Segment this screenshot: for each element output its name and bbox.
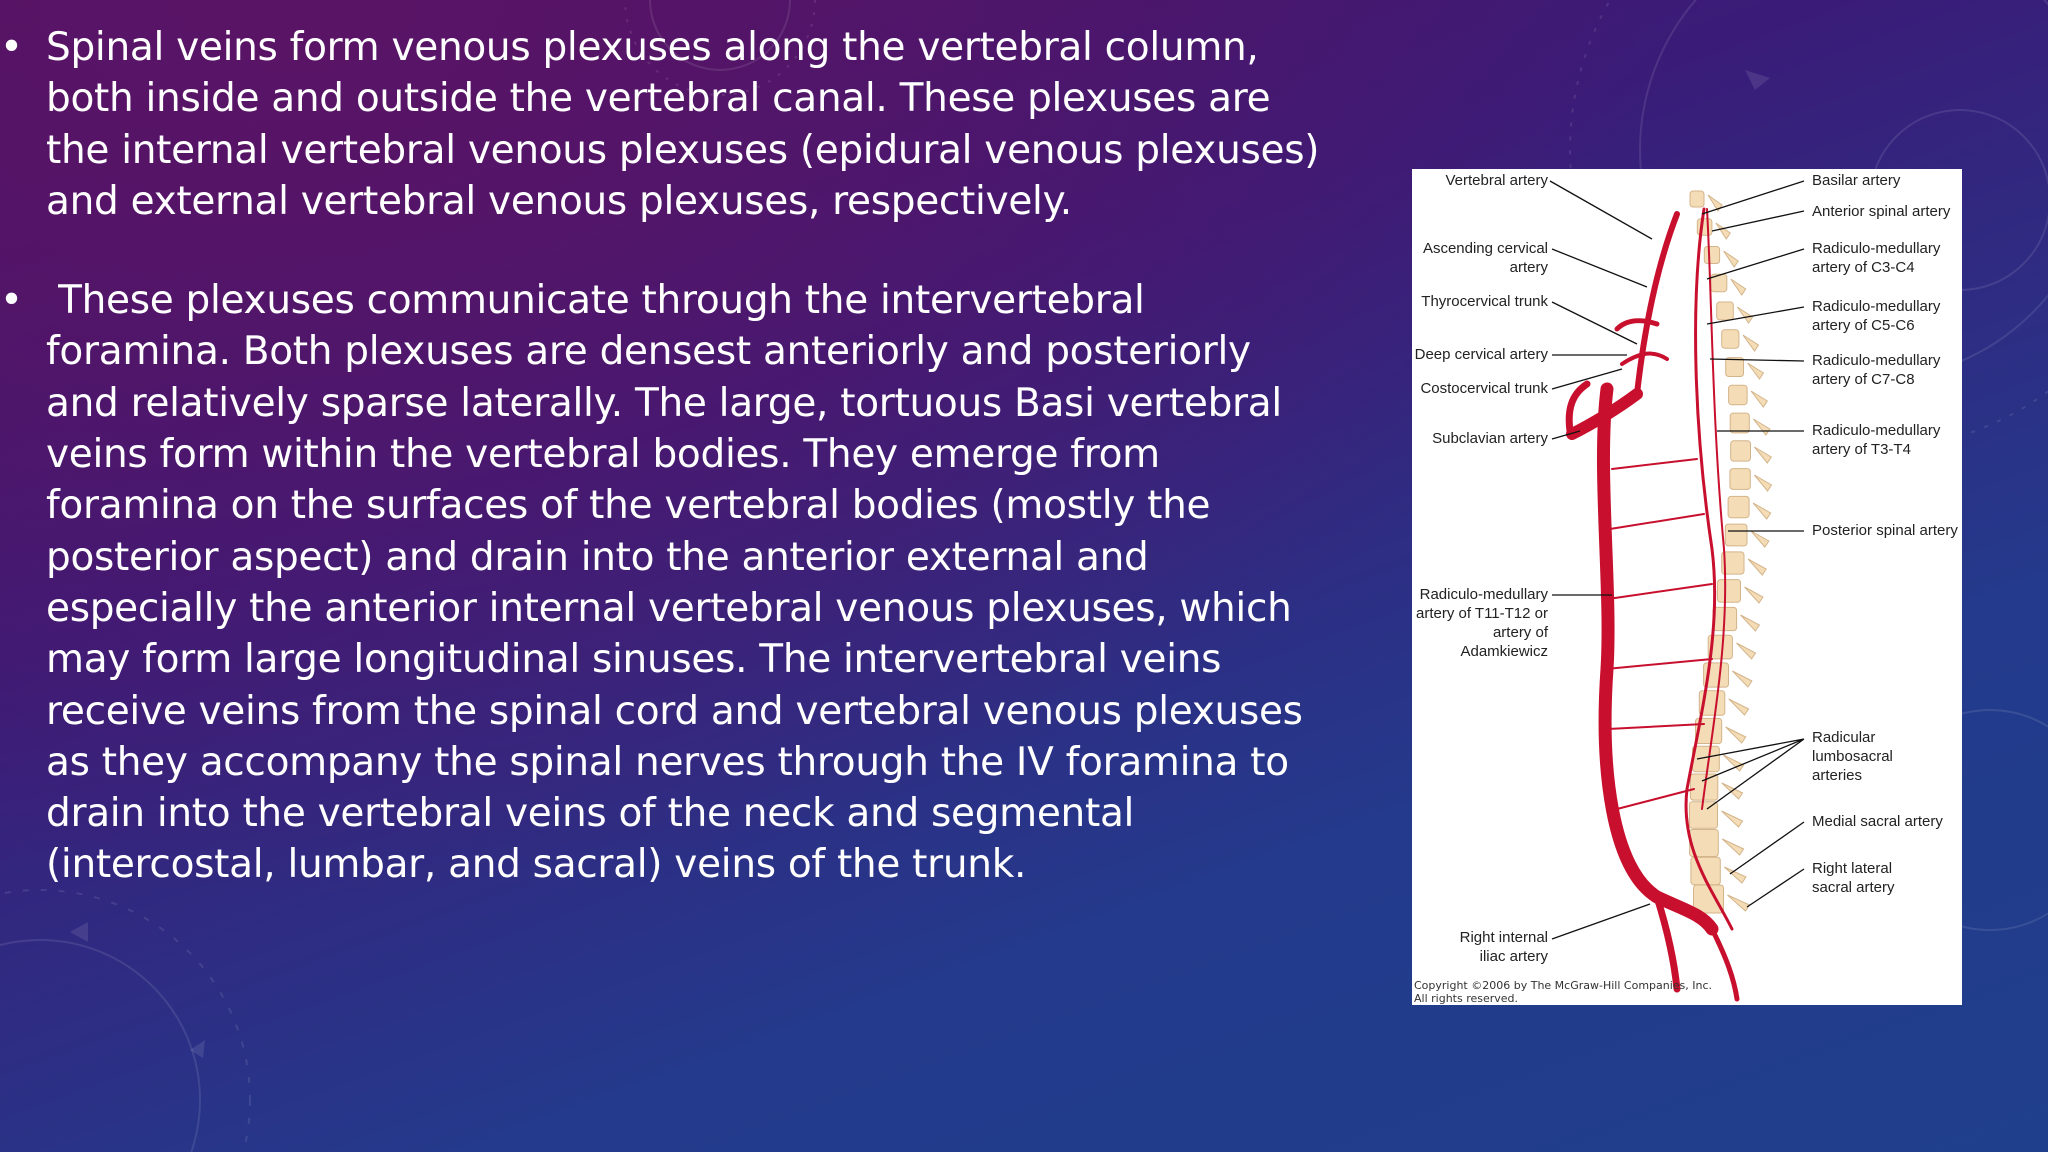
vertebra-body (1689, 802, 1717, 829)
bullet-item (0, 275, 1320, 891)
label-adamkiewicz: Radiculo-medullary (1419, 586, 1548, 603)
leader-lines (1550, 181, 1804, 939)
vertebra-spinous-process (1745, 587, 1763, 603)
bullet-item (0, 22, 1320, 227)
label-medial-sacral-artery: Medial sacral artery (1812, 813, 1943, 830)
vertebra-spinous-process (1727, 895, 1749, 911)
label-radicular: Radicular (1812, 729, 1876, 746)
label-adamkiewicz-3: artery of (1492, 624, 1548, 641)
vertebra-spinous-process (1753, 503, 1771, 519)
vertebra-body (1690, 191, 1704, 207)
vertebra-spinous-process (1731, 279, 1746, 295)
label-right-lateral-sacral: Right lateral (1812, 860, 1893, 877)
vertebra-spinous-process (1726, 727, 1746, 743)
vertebra-spinous-process (1743, 335, 1759, 351)
label-thyrocervical-trunk: Thyrocervical trunk (1421, 293, 1548, 310)
spinal-arteries-figure (1412, 169, 1962, 1005)
vertebra-body (1728, 496, 1749, 517)
vertebra-spinous-process (1741, 615, 1760, 631)
spinal-arteries-diagram (1412, 169, 1962, 1005)
label-rm-c7c8: Radiculo-medullary (1812, 352, 1941, 369)
copyright-line-1: Copyright ©2006 by The McGraw-Hill Companies, Inc. (1414, 979, 1713, 992)
label-rm-c5c6: Radiculo-medullary (1812, 298, 1941, 315)
label-adamkiewicz-4: Adamkiewicz (1460, 643, 1548, 660)
vertebra-spinous-process (1721, 811, 1742, 827)
label-right-lateral-sacral-2: sacral artery (1812, 879, 1895, 896)
vertebra-spinous-process (1732, 671, 1751, 687)
vertebra-body (1717, 302, 1734, 320)
vertebra-body (1726, 358, 1744, 377)
vertebra-spinous-process (1751, 391, 1767, 407)
label-rm-c3c4: Radiculo-medullary (1812, 240, 1941, 257)
vertebra-body (1704, 247, 1719, 264)
vertebra-body (1722, 330, 1739, 348)
vertebra-spinous-process (1737, 307, 1752, 323)
label-rm-c3c4-2: artery of C3-C4 (1812, 259, 1915, 276)
vertebra-spinous-process (1722, 839, 1743, 855)
vertebra-body (1725, 524, 1747, 546)
bullet-marker: • (0, 278, 23, 324)
bullet-text: These plexuses communicate through the intervertebral foramina. Both plexuses are densest anteriorly and posteriorly and relatively sparse laterally. The large, tortuous Basi vertebral veins form within the vertebral bodies. They emerge from foramina on the surfaces of the vertebral bodies (mostly the posterior aspect) and drain into the anterior external and especially the anterior internal vertebral venous plexuses, which may form large longitudinal sinuses. The intervertebral veins receive veins from the spinal cord and vertebral venous plexuses as they accompany the spinal nerves through the IV foramina to drain into the vertebral veins of the neck and segmental (intercostal, lumbar, and sacral) veins of the trunk. (46, 278, 1315, 888)
vertebra-spinous-process (1729, 699, 1749, 715)
vertebra-spinous-process (1716, 223, 1730, 239)
label-basilar-artery: Basilar artery (1812, 172, 1901, 189)
vertebra-body (1718, 580, 1741, 603)
vertebra-body (1730, 469, 1750, 490)
bullet-text: Spinal veins form venous plexuses along the vertebral column, both inside and outside the vertebral canal. These plexuses are the internal vertebral venous plexuses (epidural venous plexuses) and external vertebral venous plexuses, respectively. (46, 25, 1320, 224)
label-right-internal-iliac-2: iliac artery (1479, 948, 1548, 965)
vertebra-body (1729, 385, 1748, 404)
label-anterior-spinal-artery: Anterior spinal artery (1812, 203, 1951, 220)
vertebra-body (1730, 413, 1749, 433)
vertebra-spinous-process (1736, 643, 1755, 659)
vertebra-spinous-process (1748, 559, 1766, 575)
vertebra-spinous-process (1753, 419, 1770, 435)
label-rm-t3t4-2: artery of T3-T4 (1812, 441, 1911, 458)
label-subclavian-artery: Subclavian artery (1432, 430, 1548, 447)
label-adamkiewicz-2: artery of T11-T12 or (1416, 605, 1548, 622)
label-rm-c7c8-2: artery of C7-C8 (1812, 371, 1915, 388)
bullet-marker: • (0, 25, 23, 70)
vertebra-spinous-process (1748, 363, 1764, 379)
label-rm-t3t4: Radiculo-medullary (1812, 422, 1941, 439)
vertebra-spinous-process (1751, 531, 1769, 547)
left-labels (1415, 172, 1549, 965)
label-deep-cervical-artery: Deep cervical artery (1414, 346, 1548, 363)
vertebra-spinous-process (1754, 475, 1771, 491)
label-radicular-3: arteries (1812, 767, 1863, 784)
vertebra-body (1731, 441, 1751, 461)
vertebra-body (1693, 746, 1720, 772)
label-posterior-spinal-artery: Posterior spinal artery (1812, 522, 1958, 539)
label-right-internal-iliac: Right internal (1459, 929, 1548, 946)
label-ascending-cervical: Ascending cervical (1422, 240, 1548, 257)
label-radicular-2: lumbosacral (1812, 748, 1893, 765)
label-rm-c5c6-2: artery of C5-C6 (1812, 317, 1915, 334)
copyright-line-2: All rights reserved. (1414, 992, 1519, 1005)
vertebra-spinous-process (1754, 447, 1771, 463)
label-vertebral-artery: Vertebral artery (1445, 172, 1548, 189)
bullet-list (0, 22, 1320, 939)
label-ascending-cervical-2: artery (1509, 259, 1548, 276)
vertebra-spinous-process (1724, 251, 1739, 267)
right-labels (1812, 172, 1958, 896)
label-costocervical-trunk: Costocervical trunk (1420, 380, 1548, 397)
vertebra-spinous-process (1724, 867, 1746, 883)
